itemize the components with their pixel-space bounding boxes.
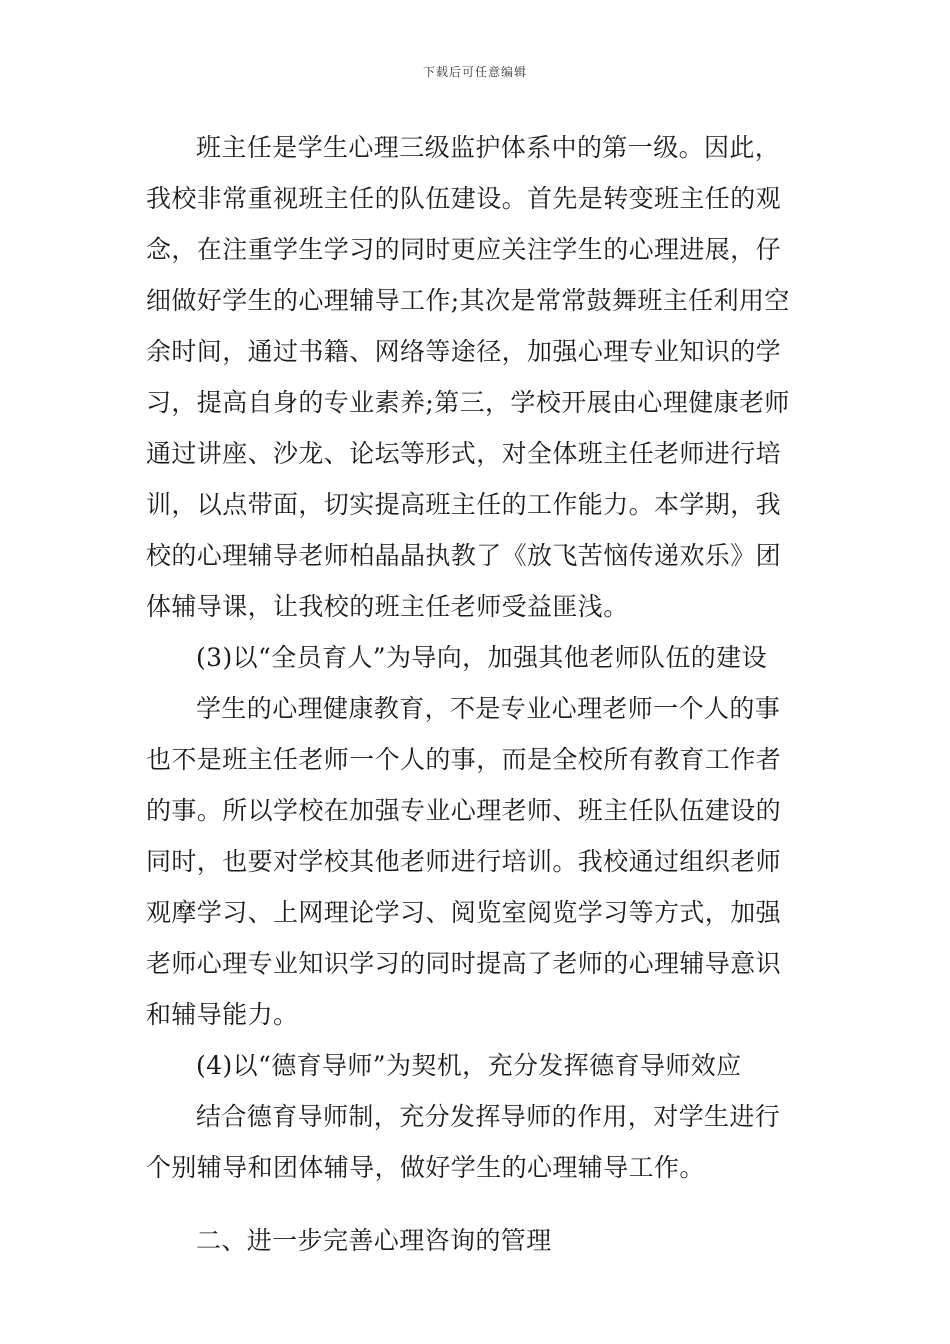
text-line: 习，提高自身的专业素养;第三，学校开展由心理健康老师 — [146, 388, 790, 417]
text-line: 念，在注重学生学习的同时更应关注学生的心理进展，仔 — [146, 235, 782, 264]
text-line: 同时，也要对学校其他老师进行培训。我校通过组织老师 — [146, 847, 782, 876]
text-line: 通过讲座、沙龙、论坛等形式，对全体班主任老师进行培 — [146, 439, 782, 468]
text-line: 结合德育导师制，充分发挥导师的作用，对学生进行 — [196, 1102, 781, 1131]
text-line: 校的心理辅导老师柏晶晶执教了《放飞苦恼传递欢乐》团 — [146, 541, 782, 570]
text-line: 观摩学习、上网理论学习、阅览室阅览学习等方式，加强 — [146, 898, 782, 927]
paragraph-other-teachers — [146, 683, 804, 1040]
section-heading-all-staff — [146, 632, 804, 683]
text-line: 细做好学生的心理辅导工作;其次是常常鼓舞班主任利用空 — [146, 286, 790, 315]
text-line: 学生的心理健康教育，不是专业心理老师一个人的事 — [196, 694, 781, 723]
text-line: 班主任是学生心理三级监护体系中的第一级。因此， — [196, 133, 781, 162]
text-line: 体辅导课，让我校的班主任老师受益匪浅。 — [146, 592, 629, 621]
paragraph-class-teacher-training — [146, 122, 804, 632]
text-line: 训，以点带面，切实提高班主任的工作能力。本学期，我 — [146, 490, 782, 519]
section-heading: (3)以“全员育人”为导向，加强其他老师队伍的建设 — [196, 643, 767, 672]
section-heading-moral-mentor — [146, 1040, 804, 1091]
page-header: 下载后可任意编辑 — [422, 65, 527, 79]
text-line: 个别辅导和团体辅导，做好学生的心理辅导工作。 — [146, 1153, 705, 1182]
text-line: 的事。所以学校在加强专业心理老师、班主任队伍建设的 — [146, 796, 782, 825]
document-body — [146, 122, 804, 1266]
text-line: 老师心理专业知识学习的同时提高了老师的心理辅导意识 — [146, 949, 782, 978]
text-line: 余时间，通过书籍、网络等途径，加强心理专业知识的学 — [146, 337, 782, 366]
section-heading-counseling-management — [146, 1215, 804, 1266]
paragraph-mentor-system — [146, 1091, 804, 1193]
section-heading: 二、进一步完善心理咨询的管理 — [196, 1226, 552, 1255]
paragraph-gap — [146, 1193, 804, 1215]
text-line: 和辅导能力。 — [146, 1000, 299, 1029]
section-heading: (4)以“德育导师”为契机，充分发挥德育导师效应 — [196, 1051, 742, 1080]
text-line: 也不是班主任老师一个人的事，而是全校所有教育工作者 — [146, 745, 782, 774]
text-line: 我校非常重视班主任的队伍建设。首先是转变班主任的观 — [146, 184, 782, 213]
